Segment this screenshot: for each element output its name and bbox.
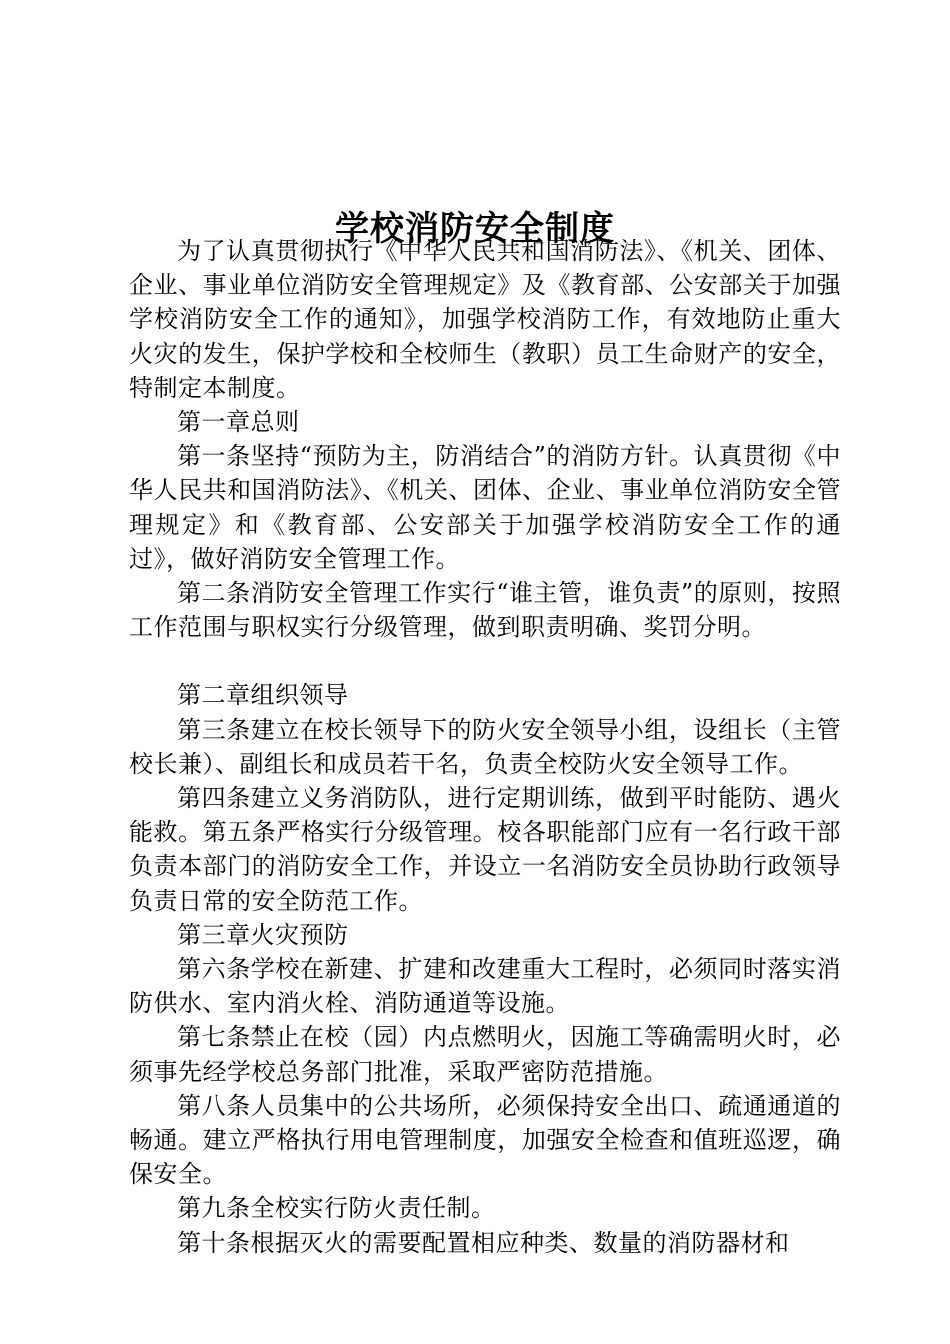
article-1-paragraph: 第一条坚持“预防为主，防消结合”的消防方针。认真贯彻《中华人民共和国消防法》、《机关、团体、企业、事业单位消防安全管理规定》和《教育部、公安部关于加强学校消防安全工作的通过》，做好消防安全管理工作。 [129,442,841,573]
article-8-paragraph: 第八条人员集中的公共场所，必须保持安全出口、疏通通道的畅通。建立严格执行用电管理制度，加强安全检查和值班巡逻，确保安全。 [129,1091,841,1189]
chapter-3-heading: 第三章火灾预防 [177,920,349,949]
article-2-paragraph: 第二条消防安全管理工作实行“谁主管，谁负责”的原则，按照工作范围与职权实行分级管理，做到职责明确、奖罚分明。 [129,579,841,642]
article-10-paragraph: 第十条根据灭火的需要配置相应种类、数量的消防器材和 [177,1228,790,1257]
article-7-paragraph: 第七条禁止在校（园）内点燃明火，因施工等确需明火时，必须事先经学校总务部门批准，采取严密防范措施。 [129,1023,841,1086]
article-6-paragraph: 第六条学校在新建、扩建和改建重大工程时，必须同时落实消防供水、室内消火栓、消防通道等设施。 [129,955,841,1018]
chapter-1-heading: 第一章总则 [177,408,300,437]
article-9-paragraph: 第九条全校实行防火责任制。 [177,1194,496,1223]
intro-paragraph: 为了认真贯彻执行《中华人民共和国消防法》、《机关、团体、企业、事业单位消防安全管理规定》及《教育部、公安部关于加强学校消防安全工作的通知》，加强学校消防工作，有效地防止重大火灾的发生，保护学校和全校师生（教职）员工生命财产的安全，特制定本制度。 [129,237,841,402]
article-4-5-paragraph: 第四条建立义务消防队，进行定期训练，做到平时能防、遇火能救。第五条严格实行分级管理。校各职能部门应有一名行政干部负责本部门的消防安全工作，并设立一名消防安全员协助行政领导负责日常的安全防范工作。 [129,784,841,915]
document-title: 学校消防安全制度 [335,208,615,249]
article-3-paragraph: 第三条建立在校长领导下的防火安全领导小组，设组长（主管校长兼）、副组长和成员若干名，负责全校防火安全领导工作。 [129,715,841,778]
chapter-2-heading: 第二章组织领导 [177,681,349,710]
document-body [129,234,841,1260]
